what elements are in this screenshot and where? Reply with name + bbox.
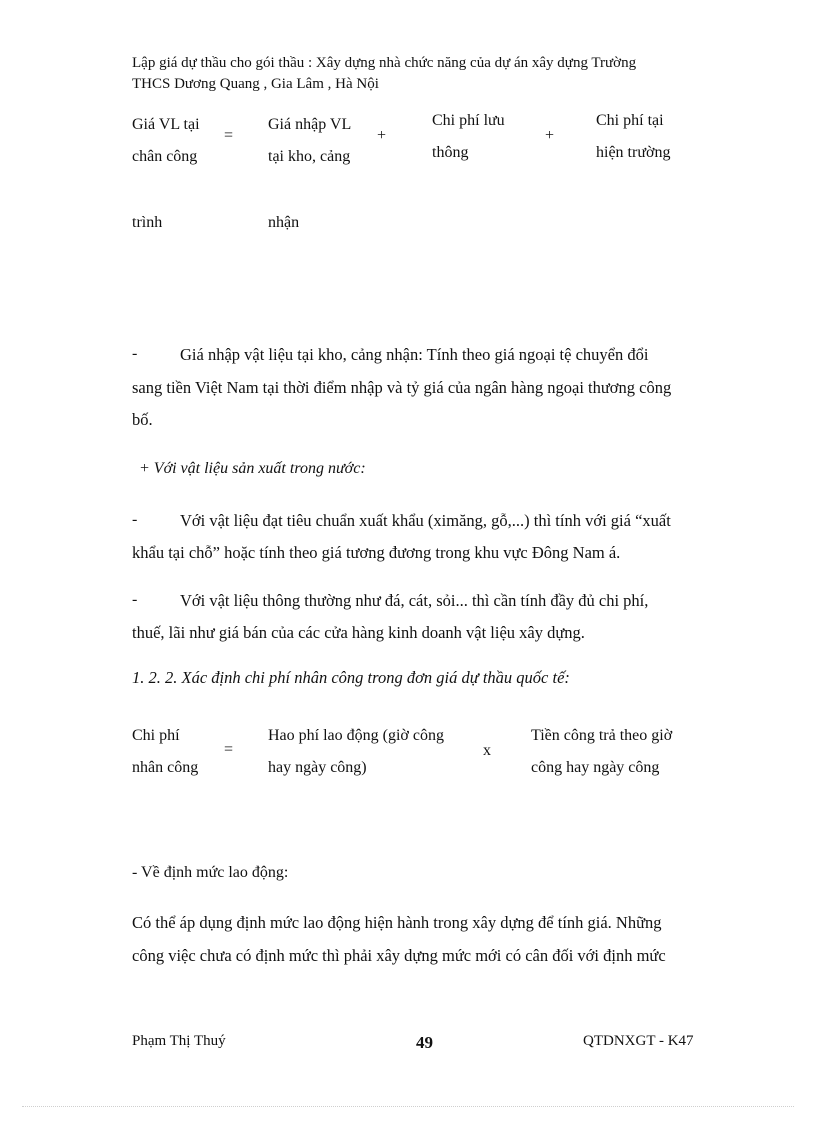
section-title: 1. 2. 2. Xác định chi phí nhân công trong đơn giá dự thầu quốc tế: xyxy=(132,668,570,687)
formula2-term1-line2: nhân công xyxy=(132,759,199,776)
bullet2-line1: Với vật liệu đạt tiêu chuẩn xuất khẩu (ximăng, gỗ,...) thì tính với giá “xuất xyxy=(180,511,671,530)
page-number: 49 xyxy=(416,1033,433,1052)
footer-author: Phạm Thị Thuý xyxy=(132,1033,226,1049)
bullet1-line1: Giá nhập vật liệu tại kho, cảng nhận: Tính theo giá ngoại tệ chuyển đổi xyxy=(180,345,649,364)
bullet-dash: - xyxy=(132,511,138,528)
formula1-term3-line1: Chi phí lưu xyxy=(432,112,505,129)
formula1-term1-line3: trình xyxy=(132,214,163,231)
bullet2-line2: khẩu tại chỗ” hoặc tính theo giá tương đương trong khu vực Đông Nam á. xyxy=(132,543,621,562)
formula2-times: x xyxy=(483,742,491,759)
formula1-term2-line2: tại kho, cảng xyxy=(268,148,351,165)
formula1-term3-line2: thông xyxy=(432,144,469,161)
subheading-domestic-materials: + Với vật liệu sản xuất trong nước: xyxy=(139,460,366,477)
formula2-term2-line2: hay ngày công) xyxy=(268,759,367,776)
norm-para-line1: Có thể áp dụng định mức lao động hiện hành trong xây dựng để tính giá. Những xyxy=(132,913,662,932)
bullet1-line3: bố. xyxy=(132,410,153,429)
bullet1-line2: sang tiền Việt Nam tại thời điểm nhập và tỷ giá của ngân hàng ngoại thương công xyxy=(132,378,672,397)
formula1-plus-1: + xyxy=(377,127,387,144)
formula2-term2-line1: Hao phí lao động (giờ công xyxy=(268,727,444,744)
bullet3-line2: thuế, lãi như giá bán của các cửa hàng kinh doanh vật liệu xây dựng. xyxy=(132,623,585,642)
formula1-term4-line1: Chi phí tại xyxy=(596,112,664,129)
formula2-term3-line2: công hay ngày công xyxy=(531,759,660,776)
formula2-term1-line1: Chi phí xyxy=(132,727,180,744)
bullet-dash: - xyxy=(132,591,138,608)
formula2-term3-line1: Tiền công trả theo giờ xyxy=(531,727,673,744)
norm-para-line2: công việc chưa có định mức thì phải xây dựng mức mới có cân đối với định mức xyxy=(132,946,666,965)
bullet3-line1: Với vật liệu thông thường như đá, cát, sỏi... thì cần tính đầy đủ chi phí, xyxy=(180,591,649,610)
norm-heading: - Về định mức lao động: xyxy=(132,864,289,881)
formula1-equals: = xyxy=(224,127,234,144)
bullet-dash: - xyxy=(132,345,138,362)
formula1-term4-line2: hiện trường xyxy=(596,144,671,161)
formula1-plus-2: + xyxy=(545,127,555,144)
formula1-term2-line3: nhận xyxy=(268,214,300,231)
formula1-term1-line2: chân công xyxy=(132,148,198,165)
header-line-1: Lập giá dự thầu cho gói thầu : Xây dựng nhà chức năng của dự án xây dựng Trường xyxy=(132,55,637,71)
formula1-term1-line1: Giá VL tại xyxy=(132,116,200,133)
formula2-equals: = xyxy=(224,741,234,758)
header-line-2: THCS Dương Quang , Gia Lâm , Hà Nội xyxy=(132,76,379,92)
formula1-term2-line1: Giá nhập VL xyxy=(268,116,352,133)
footer-code: QTDNXGT - K47 xyxy=(583,1033,694,1049)
page-bottom-rule xyxy=(22,1106,794,1107)
